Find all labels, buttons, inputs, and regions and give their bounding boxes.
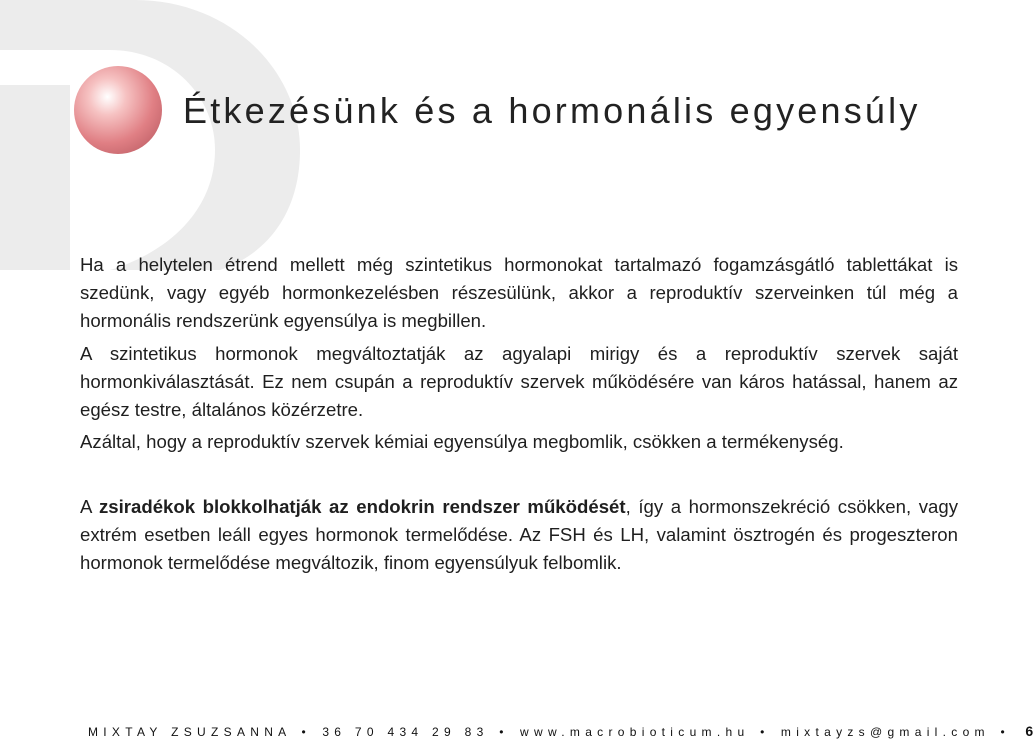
footer-separator: •: [301, 725, 306, 739]
logo-watermark: [0, 0, 300, 270]
footer-separator: •: [1000, 725, 1005, 739]
footer-separator: •: [499, 725, 504, 739]
paragraph-intro-text: Ha a helytelen étrend mellett még szintetikus hormonokat tartalmazó fogamzásgátló tablettákat is szedünk, vagy egyéb hormonkezelésben részesülünk, akkor a reproduktív szerveinken túl még a hormonális rendszerünk egyensúlya is megbillen.: [80, 254, 958, 331]
paragraph-fats: [80, 493, 958, 577]
footer-separator: •: [760, 725, 765, 739]
footer-email: mixtayzs@gmail.com: [780, 725, 990, 739]
logo-sphere: [74, 66, 162, 154]
paragraph-fertility: [80, 428, 958, 456]
paragraph-synthetic-hormones: [80, 340, 958, 424]
paragraph-fats-prefix: A: [80, 496, 99, 517]
page-number: 6: [1025, 723, 1033, 739]
paragraph-fertility-text: Azáltal, hogy a reproduktív szervek kémiai egyensúlya megbomlik, csökken a termékenység.: [80, 431, 844, 452]
paragraph-intro: [80, 251, 958, 335]
page-title: Étkezésünk és a hormonális egyensúly: [183, 90, 921, 132]
footer-name: MIXTAY ZSUZSANNA: [88, 725, 291, 739]
footer-phone: 36 70 434 29 83: [322, 725, 489, 739]
footer-website: www.macrobioticum.hu: [520, 725, 750, 739]
paragraph-fats-emphasis: zsiradékok blokkolhatják az endokrin rendszer működését: [98, 496, 626, 517]
paragraph-fats-rest: , így a hormonszekréció csökken, vagy extrém esetben leáll egyes hormonok termelődése. Az FSH és LH, valamint ösztrogén és progeszteron hormonok termelődése megváltozik, finom egyensúlyuk felbomlik.: [80, 496, 958, 573]
paragraph-synthetic-hormones-text: A szintetikus hormonok megváltoztatják az agyalapi mirigy és a reproduktív szervek saját hormonkiválasztását. Ez nem csupán a reproduktív szervek működésére van káros hatással, hanem az egész testre, általános közérzetre.: [80, 343, 958, 420]
paragraph-fats-text: [80, 493, 958, 577]
footer-contact-bar: [88, 723, 1033, 739]
